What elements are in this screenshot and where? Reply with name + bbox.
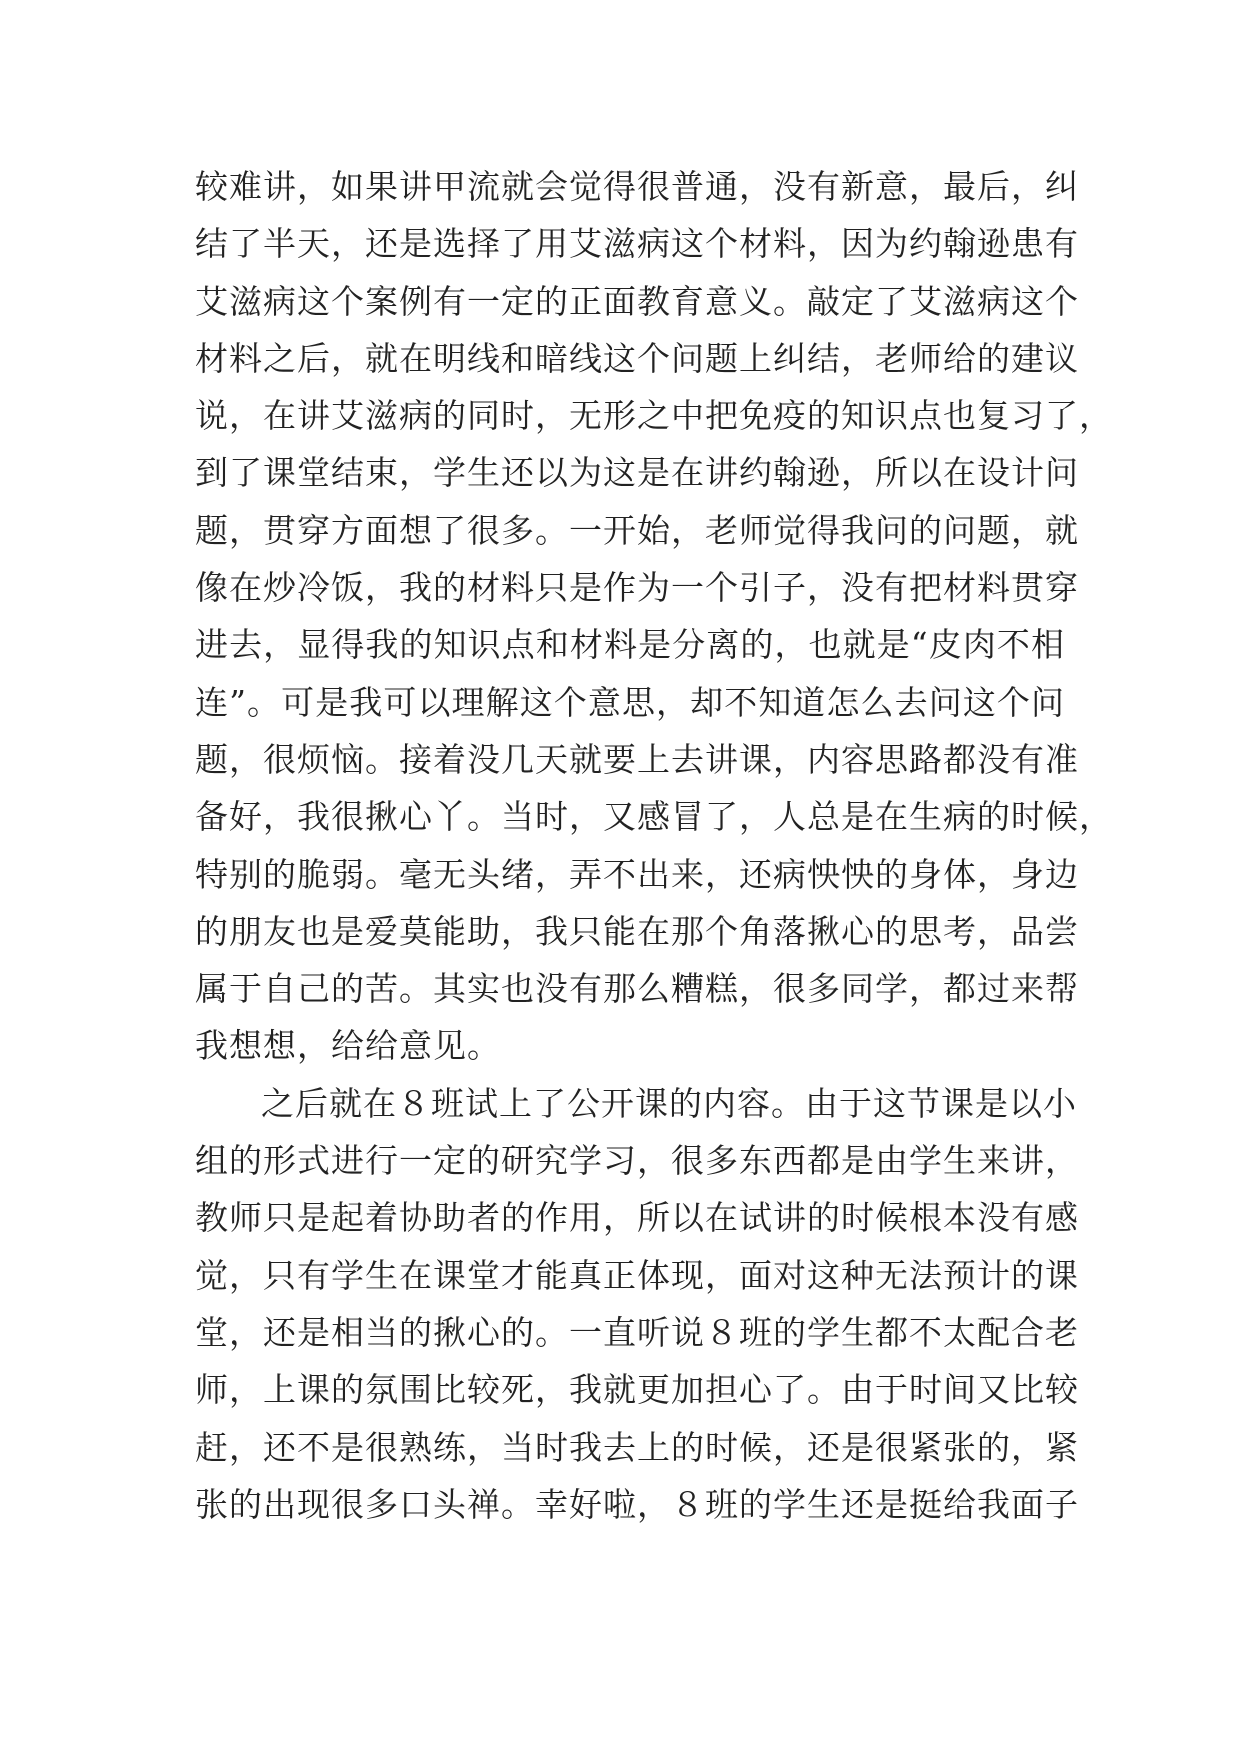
text-line: 题，很烦恼。接着没几天就要上去讲课，内容思路都没有准 (195, 739, 1079, 779)
text-line: 组的形式进行一定的研究学习，很多东西都是由学生来讲， (195, 1141, 1079, 1181)
text-line: 师，上课的氛围比较死，我就更加担心了。由于时间又比较 (195, 1370, 1079, 1410)
text-line: 进去，显得我的知识点和材料是分离的，也就是“皮肉不相 (195, 625, 1065, 665)
document-body (195, 158, 1113, 1533)
text-line: 较难讲，如果讲甲流就会觉得很普通，没有新意，最后，纠 (195, 167, 1079, 206)
text-line: 结了半天，还是选择了用艾滋病这个材料，因为约翰逊患有 (195, 224, 1079, 264)
text-line: 材料之后，就在明线和暗线这个问题上纠结，老师给的建议 (195, 338, 1079, 378)
text-line: 我想想，给给意见。 (195, 1026, 501, 1066)
text-line: 题，贯穿方面想了很多。一开始，老师觉得我问的问题，就 (195, 510, 1079, 550)
text-line: 像在炒冷饭，我的材料只是作为一个引子，没有把材料贯穿 (195, 568, 1079, 608)
text-line: 的朋友也是爱莫能助，我只能在那个角落揪心的思考，品尝 (195, 911, 1079, 951)
text-line: 教师只是起着协助者的作用，所以在试讲的时候根本没有感 (195, 1198, 1079, 1238)
text-line: 属于自己的苦。其实也没有那么糟糕，很多同学，都过来帮 (195, 969, 1079, 1009)
text-line: 之后就在８班试上了公开课的内容。由于这节课是以小 (261, 1083, 1077, 1123)
text-line: 赶，还不是很熟练，当时我去上的时候，还是很紧张的，紧 (195, 1427, 1079, 1467)
text-line: 到了课堂结束，学生还以为这是在讲约翰逊，所以在设计问 (195, 453, 1079, 493)
text-line: 连”。可是我可以理解这个意思，却不知道怎么去问这个问 (195, 682, 1065, 722)
paragraph-2 (195, 1075, 1079, 1533)
paragraph-1 (195, 158, 1113, 1075)
text-line: 觉，只有学生在课堂才能真正体现，面对这种无法预计的课 (195, 1255, 1079, 1295)
text-line: 张的出现很多口头禅。幸好啦，８班的学生还是挺给我面子 (195, 1484, 1079, 1524)
text-line: 艾滋病这个案例有一定的正面教育意义。敲定了艾滋病这个 (195, 281, 1079, 321)
text-line: 堂，还是相当的揪心的。一直听说８班的学生都不太配合老 (195, 1312, 1079, 1352)
text-line: 说，在讲艾滋病的同时，无形之中把免疫的知识点也复习了， (195, 396, 1113, 436)
text-line: 特别的脆弱。毫无头绪，弄不出来，还病怏怏的身体，身边 (195, 854, 1079, 894)
text-line: 备好，我很揪心丫。当时，又感冒了，人总是在生病的时候， (195, 797, 1113, 837)
